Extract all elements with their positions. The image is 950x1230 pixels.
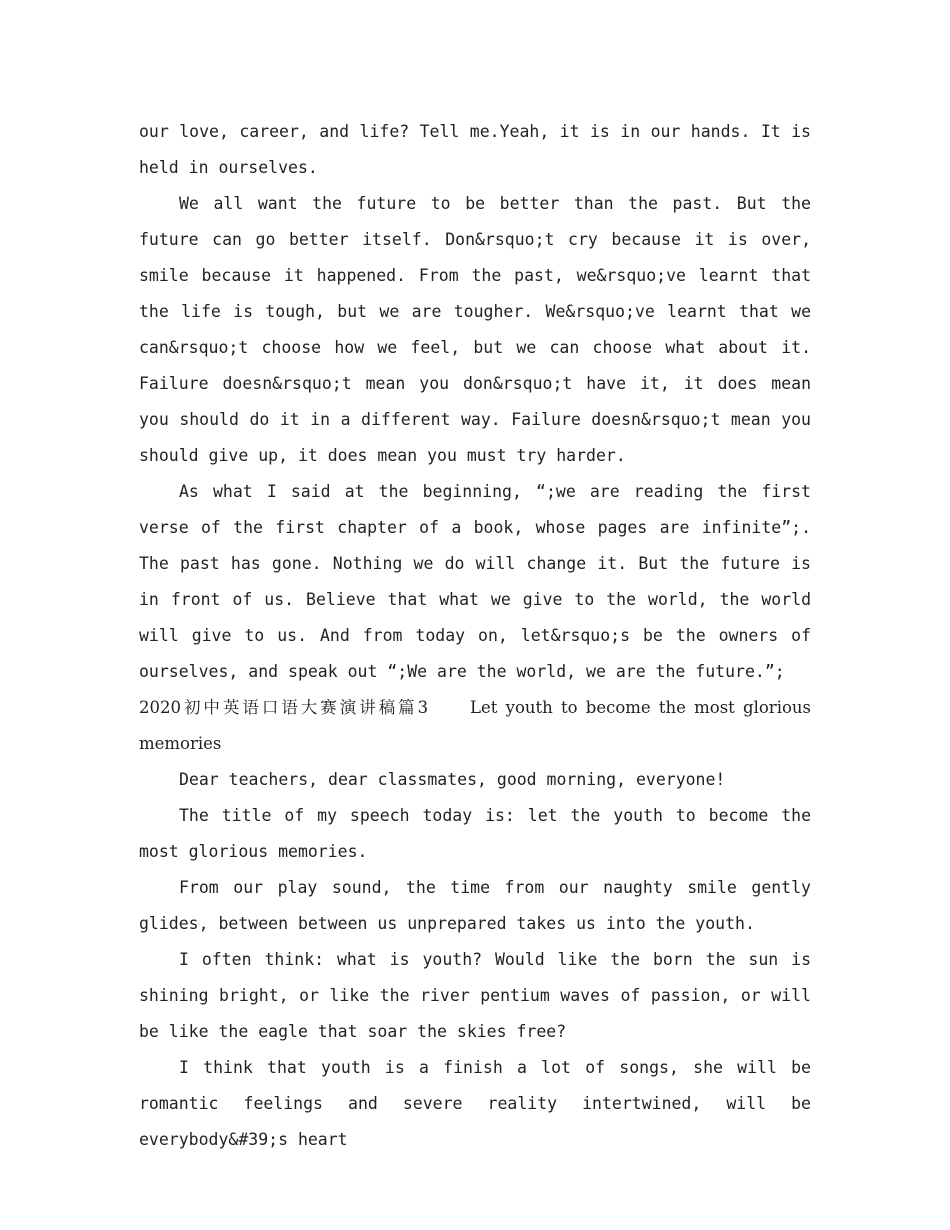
paragraph-continuation: our love, career, and life? Tell me.Yeah, it is in our hands. It is held in ourselves. [139,122,811,177]
document-page [139,114,811,1158]
paragraph-title: The title of my speech today is: let the youth to become the most glorious memories. [139,806,811,861]
paragraph-songs: I think that youth is a finish a lot of songs, she will be romantic feelings and severe reality intertwined, will be everybody&#39;s heart [139,1058,811,1149]
paragraph-conclusion: As what I said at the beginning, “;we are reading the first verse of the first chapter of a book, whose pages are infinite”;. The past has gone. Nothing we do will change it. But the future is in front of us. Believe that what we give to the world, the world will give to us. And from today on, let&rsquo;s be the owners of ourselves, and speak out “;We are the world, we are the future.”; [139,482,811,681]
paragraph-greeting: Dear teachers, dear classmates, good morning, everyone! [179,770,726,789]
paragraph-time: From our play sound, the time from our naughty smile gently glides, between between us unprepared takes us into the youth. [139,878,811,933]
section-heading: 2020初中英语口语大赛演讲稿篇3 Let youth to become the most glorious memories [139,698,811,753]
paragraph-question: I often think: what is youth? Would like the born the sun is shining bright, or like the river pentium waves of passion, or will be like the eagle that soar the skies free? [139,950,811,1041]
paragraph-future: We all want the future to be better than the past. But the future can go better itself. Don&rsquo;t cry because it is over, smile because it happened. From the past, we&rsquo;ve learnt that the life is tough, but we are tougher. We&rsquo;ve learnt that we can&rsquo;t choose how we feel, but we can choose what about it. Failure doesn&rsquo;t mean you don&rsquo;t have it, it does mean you should do it in a different way. Failure doesn&rsquo;t mean you should give up, it does mean you must try harder. [139,194,811,465]
